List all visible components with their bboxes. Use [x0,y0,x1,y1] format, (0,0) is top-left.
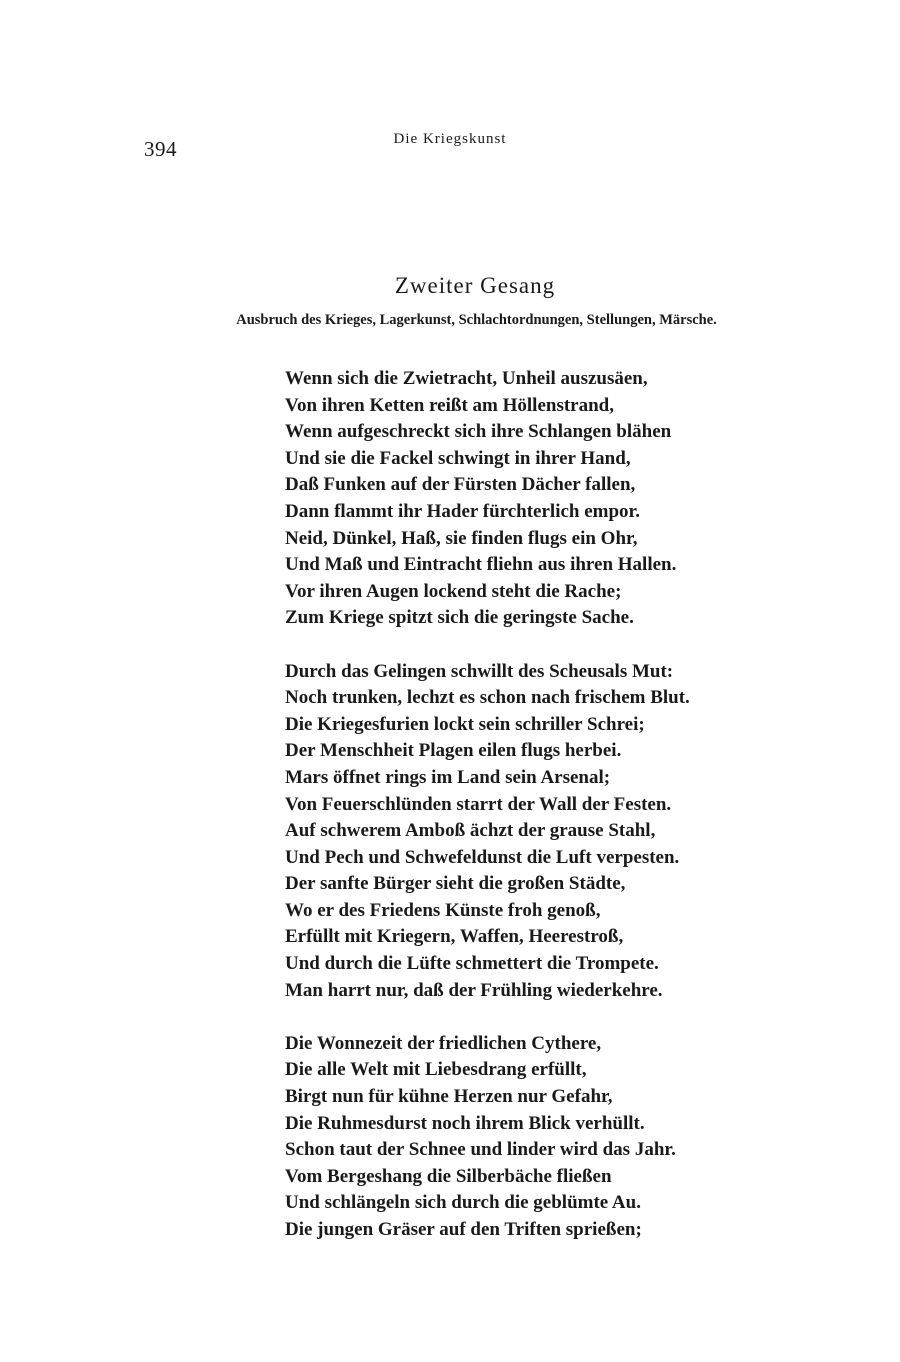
verse-line: Man harrt nur, daß der Frühling wiederkehre. [285,979,663,1001]
verse-line: Dann flammt ihr Hader fürchterlich empor. [285,500,640,522]
stanza-1 [285,366,690,632]
verse-line: Schon taut der Schnee und linder wird das Jahr. [285,1139,676,1161]
verse-line: Neid, Dünkel, Haß, sie finden flugs ein Ohr, [285,527,638,549]
canto-subtitle: Ausbruch des Krieges, Lagerkunst, Schlachtordnungen, Stellungen, Märsche. [236,312,717,328]
verse-line: Wenn sich die Zwietracht, Unheil auszusäen, [285,368,648,389]
verse-line: Noch trunken, lechzt es schon nach frischem Blut. [285,687,690,709]
verse-line: Von Feuerschlünden starrt der Wall der Festen. [285,793,672,815]
page-number: 394 [144,137,177,161]
verse-line: Und Maß und Eintracht fliehn aus ihren Hallen. [285,554,677,576]
verse-line: Der Menschheit Plagen eilen flugs herbei. [285,740,622,762]
verse-line: Die Ruhmesdurst noch ihrem Blick verhüllt. [285,1112,645,1134]
verse-line: Und schlängeln sich durch die geblümte Au. [285,1192,641,1214]
verse-line: Von ihren Ketten reißt am Höllenstrand, [285,394,614,416]
verse-line: Vom Bergeshang die Silberbäche fließen [285,1165,612,1187]
verse-line: Auf schwerem Amboß ächzt der grause Stahl, [285,820,656,842]
verse-line: Wenn aufgeschreckt sich ihre Schlangen blähen [285,421,672,443]
verse-line: Birgt nun für kühne Herzen nur Gefahr, [285,1086,613,1108]
verse-line: Durch das Gelingen schwillt des Scheusals Mut: [285,660,674,682]
verse-line: Und Pech und Schwefeldunst die Luft verpesten. [285,846,680,868]
verse-line: Wo er des Friedens Künste froh genoß, [285,899,601,921]
verse-line: Die Wonnezeit der friedlichen Cythere, [285,1032,602,1054]
stanza-2 [285,659,690,1005]
verse-line: Daß Funken auf der Fürsten Dächer fallen, [285,474,636,496]
running-head: Die Kriegskunst [393,131,507,147]
verse-line: Zum Kriege spitzt sich die geringste Sache. [285,607,634,629]
verse-line: Mars öffnet rings im Land sein Arsenal; [285,766,611,788]
verse-line: Und sie die Fackel schwingt in ihrer Hand, [285,447,631,469]
verse-line: Erfüllt mit Kriegern, Waffen, Heerestroß, [285,926,624,948]
verse-line: Die alle Welt mit Liebesdrang erfüllt, [285,1059,587,1081]
verse-line: Die Kriegesfurien lockt sein schriller Schrei; [285,713,645,735]
verse-line: Der sanfte Bürger sieht die großen Städte, [285,873,626,895]
poem-body [285,366,690,1270]
verse-line: Die jungen Gräser auf den Triften sprießen; [285,1219,642,1240]
verse-line: Und durch die Lüfte schmettert die Trompete. [285,953,659,975]
stanza-3 [285,1031,690,1244]
verse-line: Vor ihren Augen lockend steht die Rache; [285,580,622,602]
canto-title: Zweiter Gesang [394,273,556,298]
